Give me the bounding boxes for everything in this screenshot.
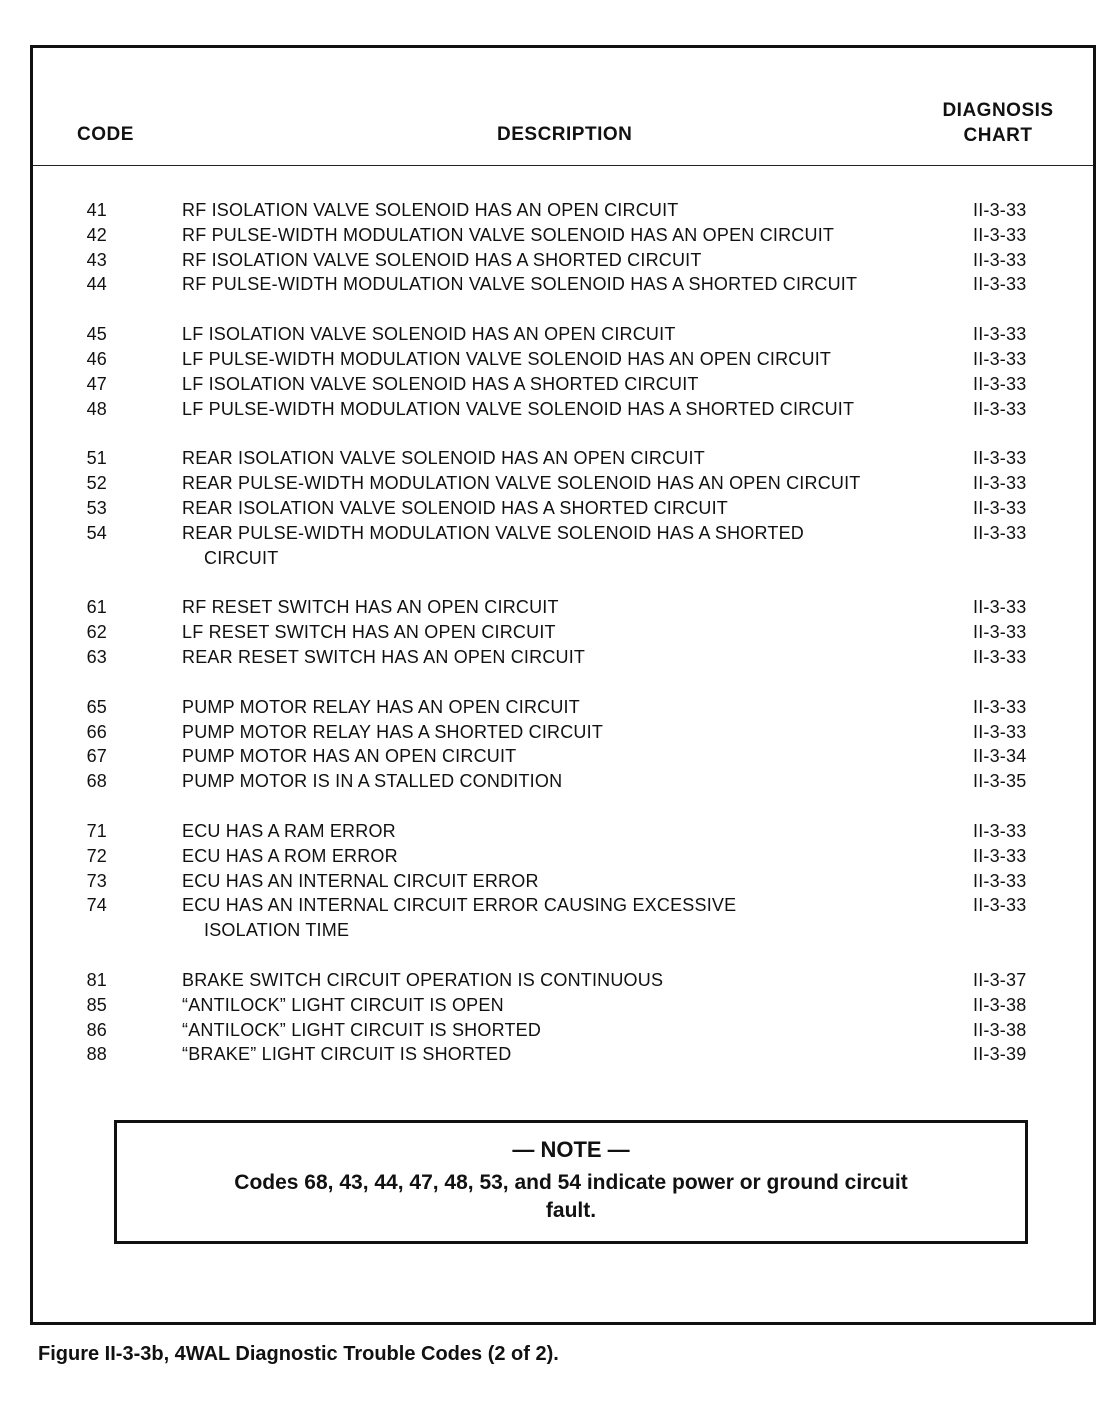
row-description-line: RF ISOLATION VALVE SOLENOID HAS AN OPEN CIRCUIT: [182, 200, 679, 220]
row-code: 52: [86, 473, 107, 494]
table-row: [33, 446, 1093, 471]
table-row: [33, 372, 1093, 397]
row-chart: II-3-33: [973, 373, 1027, 394]
table-row: [33, 223, 1093, 248]
row-code: 73: [86, 870, 107, 891]
row-description-line: ECU HAS A RAM ERROR: [182, 820, 396, 841]
row-chart: II-3-33: [973, 820, 1027, 841]
row-description: [111, 595, 969, 620]
note-title: — NOTE —: [512, 1137, 630, 1162]
row-description: [111, 869, 969, 894]
row-description-continuation: ISOLATION TIME: [204, 920, 350, 941]
header-description: DESCRIPTION: [497, 124, 633, 145]
row-description: [111, 993, 969, 1018]
code-group: [33, 695, 1093, 794]
row-description: [111, 844, 969, 869]
row-chart: II-3-37: [973, 969, 1027, 990]
table-row: [33, 819, 1093, 844]
row-chart: II-3-33: [973, 448, 1027, 469]
table-row: [33, 645, 1093, 670]
row-chart: II-3-33: [973, 249, 1027, 270]
row-chart: II-3-33: [973, 348, 1027, 369]
table-row: [33, 620, 1093, 645]
row-description: [111, 819, 969, 844]
row-chart: II-3-33: [973, 522, 1027, 543]
row-description-line: PUMP MOTOR RELAY HAS A SHORTED CIRCUIT: [182, 721, 604, 742]
row-code: 72: [86, 845, 107, 866]
table-row: [33, 993, 1093, 1018]
row-description: [111, 620, 969, 645]
row-code: 71: [86, 820, 107, 841]
row-chart: II-3-33: [973, 324, 1027, 345]
row-description-line: LF RESET SWITCH HAS AN OPEN CIRCUIT: [182, 622, 556, 643]
code-group: [33, 819, 1093, 943]
row-code: 66: [86, 721, 107, 742]
row-chart: II-3-33: [973, 622, 1027, 643]
header-divider: [33, 165, 1093, 166]
row-code: 48: [86, 398, 107, 419]
row-code: 85: [86, 994, 107, 1015]
row-chart: II-3-33: [973, 845, 1027, 866]
row-description-line: LF ISOLATION VALVE SOLENOID HAS AN OPEN CIRCUIT: [182, 324, 676, 345]
row-description: [111, 272, 969, 297]
row-description: [111, 769, 969, 794]
row-code: 86: [86, 1019, 107, 1040]
row-description-line: “ANTILOCK” LIGHT CIRCUIT IS SHORTED: [182, 1019, 542, 1040]
table-row: [33, 397, 1093, 422]
row-description: [111, 471, 969, 496]
table-row: [33, 322, 1093, 347]
row-description-line: REAR ISOLATION VALVE SOLENOID HAS A SHORTED CIRCUIT: [182, 497, 728, 518]
row-description: [111, 496, 969, 521]
table-row: [33, 198, 1093, 223]
code-group: [33, 198, 1093, 297]
table-row: [33, 844, 1093, 869]
table-row: [33, 595, 1093, 620]
row-chart: II-3-35: [973, 771, 1027, 792]
row-code: 41: [86, 200, 107, 220]
header-code: CODE: [77, 124, 134, 145]
table-frame: [30, 45, 1096, 1325]
row-description-line: RF ISOLATION VALVE SOLENOID HAS A SHORTED CIRCUIT: [182, 249, 702, 270]
row-description-line: LF ISOLATION VALVE SOLENOID HAS A SHORTED CIRCUIT: [182, 373, 699, 394]
row-code: 61: [86, 597, 107, 618]
row-description-line: LF PULSE-WIDTH MODULATION VALVE SOLENOID HAS AN OPEN CIRCUIT: [182, 348, 832, 369]
row-chart: II-3-39: [973, 1044, 1027, 1065]
row-description: [111, 695, 969, 720]
code-group: [33, 322, 1093, 421]
table-row: [33, 769, 1093, 794]
row-description: [111, 322, 969, 347]
table-row: [33, 968, 1093, 993]
row-chart: II-3-33: [973, 646, 1027, 667]
row-description-continuation: CIRCUIT: [204, 547, 279, 568]
row-code: 45: [86, 324, 107, 345]
table-row: [33, 272, 1093, 297]
table-row: [33, 521, 1093, 571]
table-row: [33, 695, 1093, 720]
row-code: 54: [86, 522, 107, 543]
row-description: [111, 720, 969, 745]
row-description: [111, 446, 969, 471]
row-code: 42: [86, 224, 107, 245]
table-row: [33, 347, 1093, 372]
table-row: [33, 248, 1093, 273]
row-code: 74: [86, 895, 107, 916]
row-description-line: RF PULSE-WIDTH MODULATION VALVE SOLENOID HAS AN OPEN CIRCUIT: [182, 224, 835, 245]
row-code: 88: [86, 1044, 107, 1065]
row-description-line: PUMP MOTOR IS IN A STALLED CONDITION: [182, 771, 563, 792]
row-description: [111, 968, 969, 993]
table-row: [33, 744, 1093, 769]
row-description: [111, 1042, 969, 1067]
row-code: 43: [86, 249, 107, 270]
row-description: [111, 397, 969, 422]
note-text: Codes 68, 43, 44, 47, 48, 53, and 54 indicate power or ground circuit fault.: [234, 1171, 908, 1222]
table-row: [33, 1018, 1093, 1043]
row-description: [111, 248, 969, 273]
row-chart: II-3-33: [973, 274, 1027, 295]
row-chart: II-3-33: [973, 398, 1027, 419]
header-chart-line2: CHART: [963, 125, 1033, 146]
row-description-line: REAR RESET SWITCH HAS AN OPEN CIRCUIT: [182, 646, 586, 667]
row-chart: II-3-33: [973, 721, 1027, 742]
row-code: 53: [86, 497, 107, 518]
row-description-line: RF RESET SWITCH HAS AN OPEN CIRCUIT: [182, 597, 559, 618]
code-group: [33, 446, 1093, 570]
row-code: 81: [86, 969, 107, 990]
row-description-line: BRAKE SWITCH CIRCUIT OPERATION IS CONTINUOUS: [182, 969, 664, 990]
row-chart: II-3-33: [973, 597, 1027, 618]
row-chart: II-3-38: [973, 1019, 1027, 1040]
table-row: [33, 1042, 1093, 1067]
row-description-line: “BRAKE” LIGHT CIRCUIT IS SHORTED: [182, 1044, 512, 1065]
row-code: 63: [86, 646, 107, 667]
row-description-line: REAR PULSE-WIDTH MODULATION VALVE SOLENOID HAS A SHORTED: [182, 522, 804, 543]
header-diagnosis-chart: [933, 98, 1063, 148]
code-rows: [33, 198, 1093, 1092]
header-chart-line1: DIAGNOSIS: [942, 100, 1054, 121]
row-description-line: ECU HAS AN INTERNAL CIRCUIT ERROR CAUSING EXCESSIVE: [182, 895, 737, 916]
row-chart: II-3-33: [973, 473, 1027, 494]
row-description: [111, 198, 969, 223]
row-code: 51: [86, 448, 107, 469]
row-code: 46: [86, 348, 107, 369]
row-code: 67: [86, 746, 107, 767]
table-row: [33, 720, 1093, 745]
row-chart: II-3-33: [973, 497, 1027, 518]
table-row: [33, 471, 1093, 496]
row-code: 44: [86, 274, 107, 295]
table-row: [33, 893, 1093, 943]
row-chart: II-3-33: [973, 895, 1027, 916]
row-code: 65: [86, 696, 107, 717]
row-description: [111, 223, 969, 248]
row-description-line: RF PULSE-WIDTH MODULATION VALVE SOLENOID HAS A SHORTED CIRCUIT: [182, 274, 858, 295]
code-group: [33, 595, 1093, 669]
note-box: [114, 1120, 1028, 1244]
row-description-line: PUMP MOTOR RELAY HAS AN OPEN CIRCUIT: [182, 696, 580, 717]
row-description: [111, 1018, 969, 1043]
row-description-line: ECU HAS AN INTERNAL CIRCUIT ERROR: [182, 870, 539, 891]
row-code: 68: [86, 771, 107, 792]
row-description: [111, 744, 969, 769]
row-description-line: REAR ISOLATION VALVE SOLENOID HAS AN OPEN CIRCUIT: [182, 448, 705, 469]
row-description: [111, 893, 969, 943]
row-chart: II-3-34: [973, 746, 1027, 767]
row-chart: II-3-33: [973, 870, 1027, 891]
code-group: [33, 968, 1093, 1067]
table-row: [33, 496, 1093, 521]
row-chart: II-3-38: [973, 994, 1027, 1015]
row-chart: II-3-33: [973, 200, 1027, 220]
row-description-line: LF PULSE-WIDTH MODULATION VALVE SOLENOID HAS A SHORTED CIRCUIT: [182, 398, 855, 419]
row-description: [111, 372, 969, 397]
row-description: [111, 347, 969, 372]
row-chart: II-3-33: [973, 224, 1027, 245]
table-row: [33, 869, 1093, 894]
row-description: [111, 521, 969, 571]
row-description-line: ECU HAS A ROM ERROR: [182, 845, 398, 866]
row-description-line: REAR PULSE-WIDTH MODULATION VALVE SOLENOID HAS AN OPEN CIRCUIT: [182, 473, 861, 494]
row-description-line: “ANTILOCK” LIGHT CIRCUIT IS OPEN: [182, 994, 504, 1015]
row-chart: II-3-33: [973, 696, 1027, 717]
row-description-line: PUMP MOTOR HAS AN OPEN CIRCUIT: [182, 746, 517, 767]
row-code: 62: [86, 622, 107, 643]
row-code: 47: [86, 373, 107, 394]
row-description: [111, 645, 969, 670]
figure-caption: Figure II-3-3b, 4WAL Diagnostic Trouble Codes (2 of 2).: [38, 1343, 559, 1365]
